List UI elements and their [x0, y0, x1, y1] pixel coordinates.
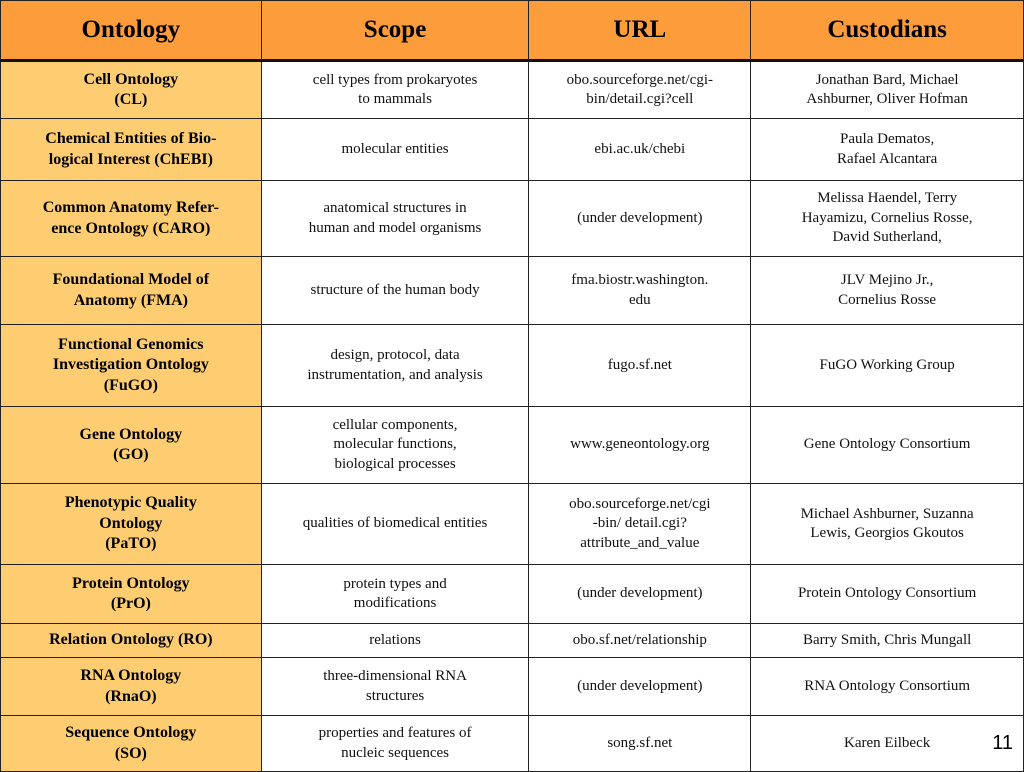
table-row	[1, 407, 1024, 484]
table-row	[1, 484, 1024, 565]
ontology-name: Foundational Model of Anatomy (FMA)	[1, 257, 262, 325]
url-cell: fugo.sf.net	[529, 325, 751, 407]
table-row	[1, 257, 1024, 325]
custodians-cell: Melissa Haendel, Terry Hayamizu, Cornelius Rosse, David Sutherland,	[751, 181, 1024, 257]
scope-cell: cell types from prokaryotes to mammals	[261, 61, 529, 119]
page-number: 11	[992, 732, 1013, 754]
header-custodians: Custodians	[751, 1, 1024, 61]
header-scope: Scope	[261, 1, 529, 61]
scope-cell: three-dimensional RNA structures	[261, 658, 529, 716]
custodians-cell: Jonathan Bard, Michael Ashburner, Oliver Hofman	[751, 61, 1024, 119]
url-cell: obo.sourceforge.net/cgi- bin/detail.cgi?cell	[529, 61, 751, 119]
custodians-cell: FuGO Working Group	[751, 325, 1024, 407]
ontology-name: Phenotypic Quality Ontology (PaTO)	[1, 484, 262, 565]
header-ontology: Ontology	[1, 1, 262, 61]
header-row	[1, 1, 1024, 61]
custodians-cell: JLV Mejino Jr., Cornelius Rosse	[751, 257, 1024, 325]
custodians-cell: Barry Smith, Chris Mungall	[751, 624, 1024, 658]
table-row	[1, 624, 1024, 658]
custodians-cell: Gene Ontology Consortium	[751, 407, 1024, 484]
ontology-name: Relation Ontology (RO)	[1, 624, 262, 658]
scope-cell: design, protocol, data instrumentation, and analysis	[261, 325, 529, 407]
scope-cell: anatomical structures in human and model organisms	[261, 181, 529, 257]
custodians-cell: Paula Dematos, Rafael Alcantara	[751, 119, 1024, 181]
header-url: URL	[529, 1, 751, 61]
table-row	[1, 658, 1024, 716]
ontology-name: Sequence Ontology (SO)	[1, 716, 262, 772]
url-cell: (under development)	[529, 658, 751, 716]
ontology-name: RNA Ontology (RnaO)	[1, 658, 262, 716]
scope-cell: structure of the human body	[261, 257, 529, 325]
table-row	[1, 716, 1024, 772]
ontology-name: Protein Ontology (PrO)	[1, 565, 262, 624]
scope-cell: properties and features of nucleic sequences	[261, 716, 529, 772]
scope-cell: cellular components, molecular functions, biological processes	[261, 407, 529, 484]
url-cell: obo.sourceforge.net/cgi -bin/ detail.cgi? attribute_and_value	[529, 484, 751, 565]
ontology-name: Functional Genomics Investigation Ontology (FuGO)	[1, 325, 262, 407]
custodians-cell: Protein Ontology Consortium	[751, 565, 1024, 624]
table-row	[1, 181, 1024, 257]
scope-cell: protein types and modifications	[261, 565, 529, 624]
ontology-name: Cell Ontology (CL)	[1, 61, 262, 119]
ontology-name: Chemical Entities of Bio- logical Interest (ChEBI)	[1, 119, 262, 181]
table-row	[1, 565, 1024, 624]
ontology-name: Common Anatomy Refer- ence Ontology (CARO)	[1, 181, 262, 257]
url-cell: (under development)	[529, 181, 751, 257]
url-cell: fma.biostr.washington. edu	[529, 257, 751, 325]
custodians-cell: Karen Eilbeck	[751, 716, 1024, 772]
custodians-cell: RNA Ontology Consortium	[751, 658, 1024, 716]
url-cell: song.sf.net	[529, 716, 751, 772]
table-row	[1, 61, 1024, 119]
scope-cell: molecular entities	[261, 119, 529, 181]
url-cell: www.geneontology.org	[529, 407, 751, 484]
scope-cell: relations	[261, 624, 529, 658]
custodians-cell: Michael Ashburner, Suzanna Lewis, Georgios Gkoutos	[751, 484, 1024, 565]
url-cell: obo.sf.net/relationship	[529, 624, 751, 658]
url-cell: ebi.ac.uk/chebi	[529, 119, 751, 181]
url-cell: (under development)	[529, 565, 751, 624]
scope-cell: qualities of biomedical entities	[261, 484, 529, 565]
table-row	[1, 325, 1024, 407]
ontology-name: Gene Ontology (GO)	[1, 407, 262, 484]
table-row	[1, 119, 1024, 181]
